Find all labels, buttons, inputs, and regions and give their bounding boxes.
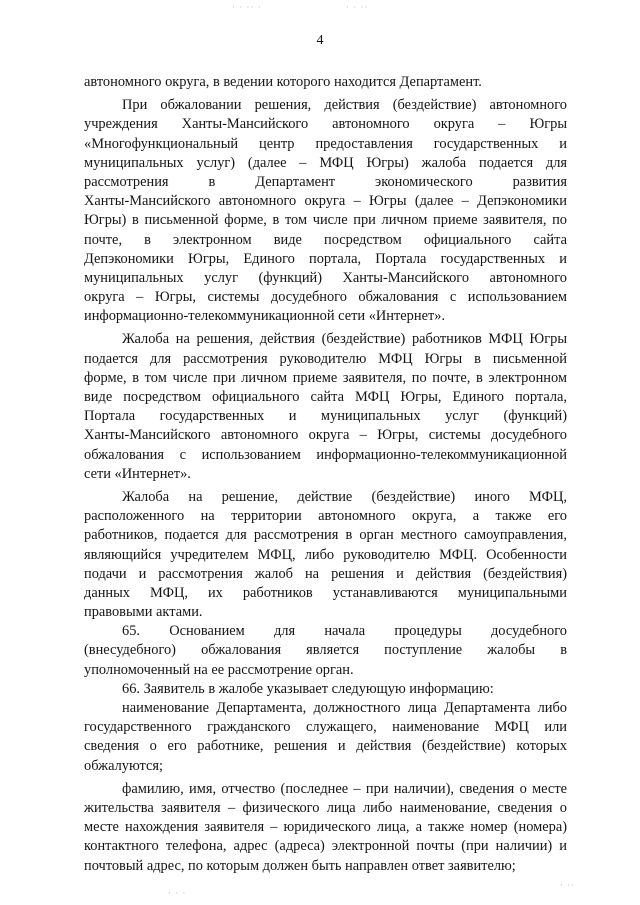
- text-line: подачи и рассмотрения жалоб на решения и действия (бездействия): [84, 565, 567, 582]
- text-line: Жалоба на решения, действия (бездействие) работников МФЦ Югры: [122, 331, 567, 348]
- text-line: автономного округа, в ведении которого находится Департамент.: [84, 74, 482, 90]
- text-line: расположенного на территории автономного округа, а также его: [84, 508, 567, 525]
- text-line: почте, в электронном виде посредством официального сайта: [84, 231, 567, 248]
- text-line: округа – Югры, системы досудебного обжалования с использованием: [84, 289, 567, 306]
- text-line: рассмотрения в Департамент экономического развития: [84, 173, 567, 190]
- text-line: форме, в том числе при личном приеме заявителя, по почте, в электронном: [84, 369, 567, 386]
- text-line: виде посредством официального сайта МФЦ Югры, Единого портала,: [84, 389, 567, 405]
- text-line: обжалования с использованием информационно-телекоммуникационной: [84, 446, 567, 463]
- text-line: являющийся учредителем МФЦ, либо руководителю МФЦ. Особенности: [84, 546, 567, 563]
- document-body: [84, 73, 567, 876]
- text-line: подается для рассмотрения руководителю МФЦ Югры в письменной: [84, 350, 567, 367]
- text-line: почтовый адрес, по которым должен быть направлен ответ заявителю;: [84, 857, 516, 874]
- text-line: муниципальных услуг) (далее – МФЦ Югры) жалоба подается для: [84, 154, 567, 171]
- text-line: сведения о его работнике, решения и действия (бездействие) которых: [84, 738, 567, 755]
- scan-artifact: · · ·· ·: [232, 2, 262, 12]
- text-line: Депэкономики Югры, Единого портала, Портала государственных и: [84, 250, 567, 267]
- scan-artifact: · ··: [560, 880, 576, 890]
- text-line: государственного гражданского служащего, наименование МФЦ или: [84, 719, 567, 736]
- text-line: данных МФЦ, их работников устанавливаются муниципальными: [84, 584, 567, 601]
- text-line: 65. Основанием для начала процедуры досудебного: [122, 623, 567, 640]
- text-line: обжалуются;: [84, 757, 164, 774]
- text-line: (внесудебного) обжалования является поступление жалобы в: [84, 642, 567, 659]
- text-line: Жалоба на решение, действие (бездействие) иного МФЦ,: [122, 488, 567, 505]
- text-line: «Многофункциональный центр предоставления государственных и: [84, 135, 567, 152]
- scan-artifact: · · ··: [346, 2, 369, 12]
- text-line: контактного телефона, адрес (адреса) электронной почты (при наличии) и: [84, 838, 567, 855]
- text-line: муниципальных услуг (функций) Ханты-Мансийского автономного: [84, 269, 567, 286]
- text-line: сети «Интернет».: [84, 465, 191, 482]
- text-line: наименование Департамента, должностного лица Департамента либо: [122, 700, 567, 716]
- text-line: правовыми актами.: [84, 604, 203, 621]
- text-line: информационно-телекоммуникационной сети «Интернет».: [84, 308, 446, 325]
- text-line: Ханты-Мансийского автономного округа – Югры, системы досудебного: [84, 427, 567, 444]
- scan-artifact: · · ·: [168, 888, 187, 898]
- text-line: Портала государственных и муниципальных услуг (функций): [84, 408, 567, 425]
- text-line: учреждения Ханты-Мансийского автономного округа – Югры: [84, 116, 567, 133]
- text-line: При обжаловании решения, действия (бездействие) автономного: [122, 97, 567, 114]
- text-line: жительства заявителя – физического лица либо наименование, сведения о: [84, 799, 567, 816]
- text-line: 66. Заявитель в жалобе указывает следующую информацию:: [122, 680, 494, 697]
- text-line: месте нахождения заявителя – юридического лица, а также номер (номера): [84, 819, 567, 836]
- page-number: 4: [316, 33, 324, 48]
- text-line: Ханты-Мансийского автономного округа – Югры (далее – Депэкономики: [84, 193, 567, 210]
- text-line: фамилию, имя, отчество (последнее – при наличии), сведения о месте: [122, 780, 567, 797]
- text-line: Югры) в письменной форме, в том числе при личном приеме заявителя, по: [84, 212, 567, 229]
- text-line: работников, подается для рассмотрения в орган местного самоуправления,: [84, 527, 567, 544]
- text-line: уполномоченный на ее рассмотрение орган.: [84, 661, 354, 678]
